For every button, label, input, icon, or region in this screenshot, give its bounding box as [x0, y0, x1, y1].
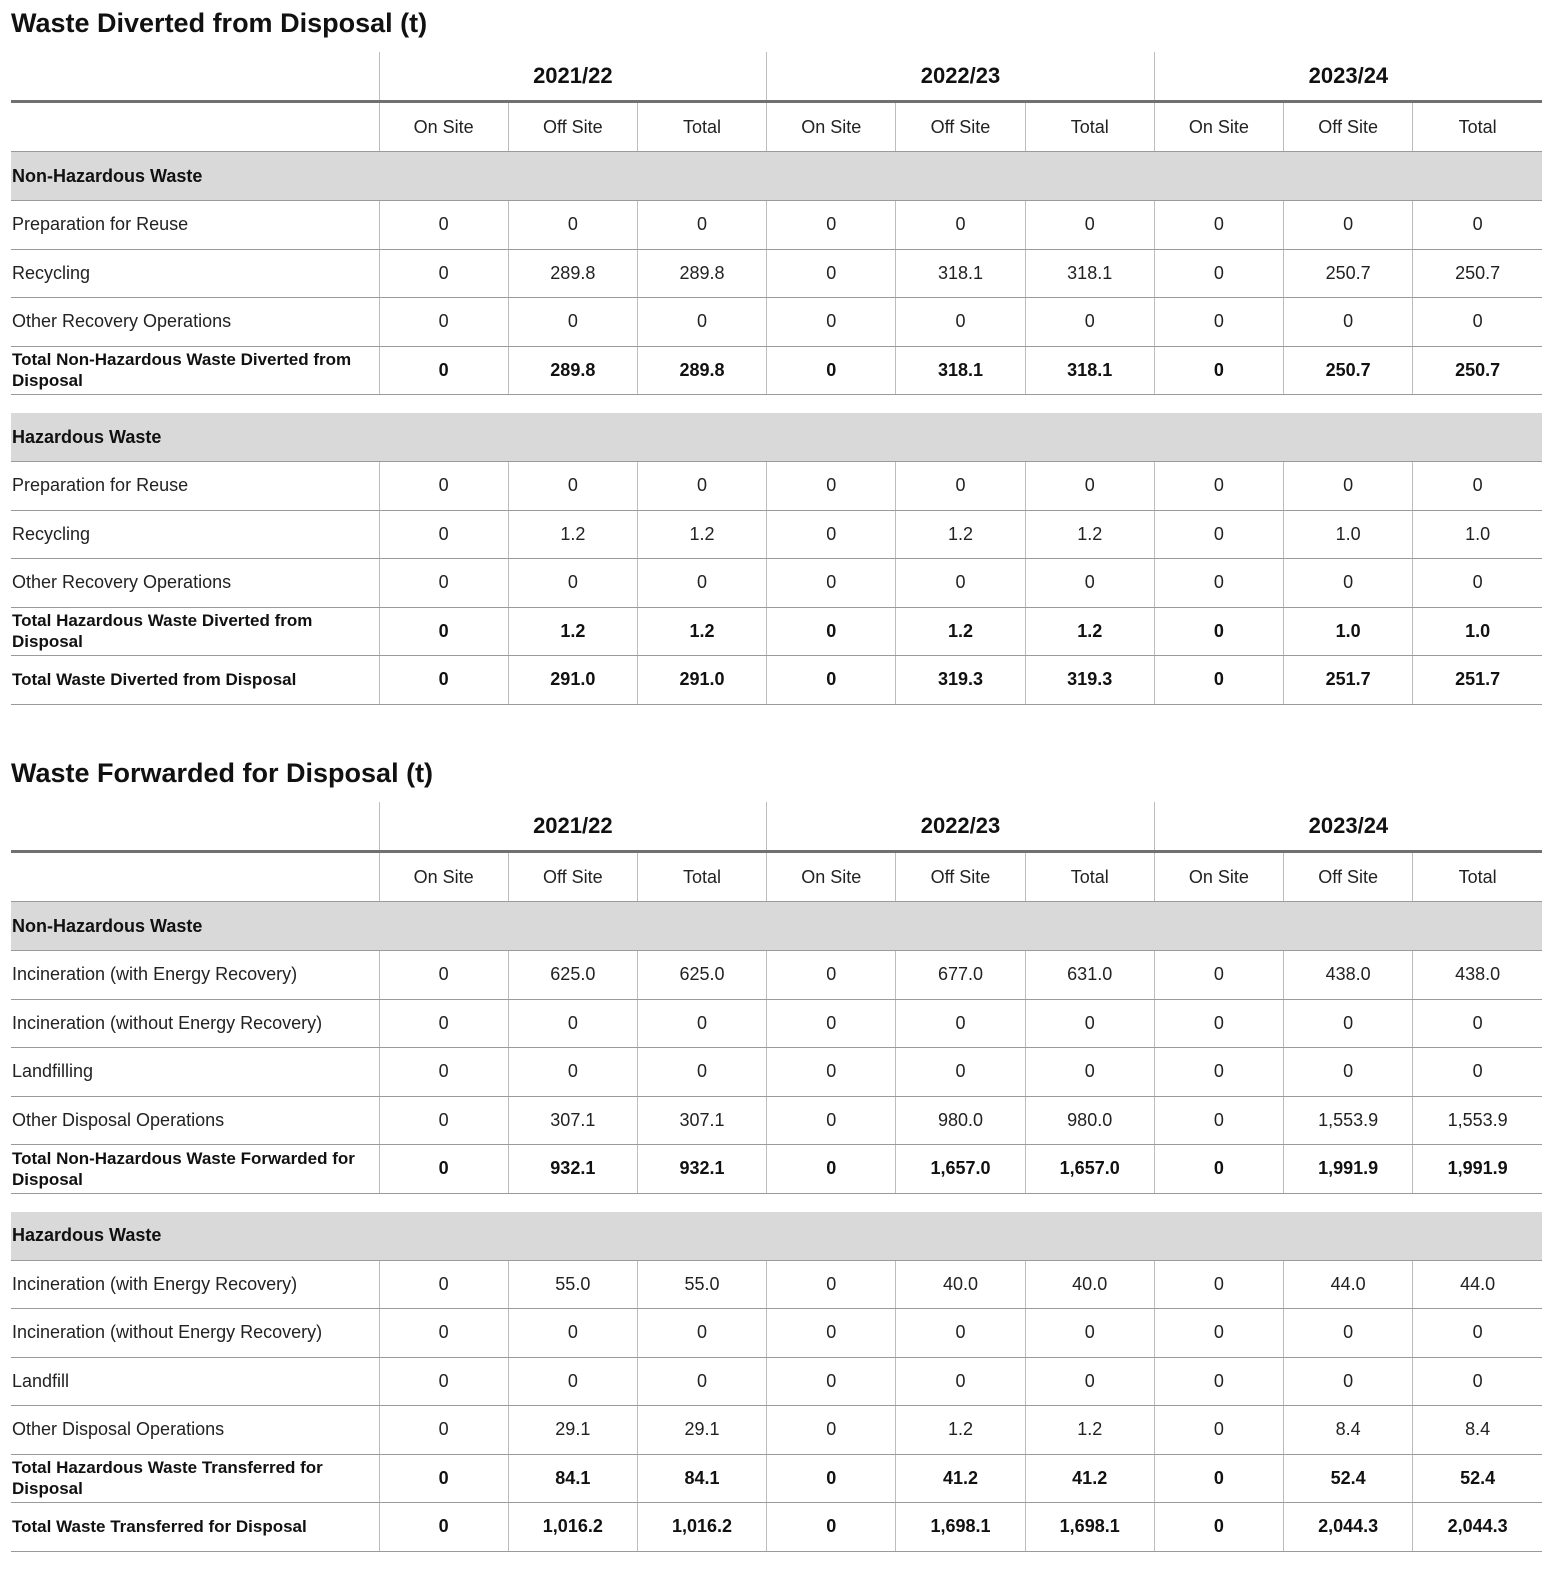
value-cell: 980.0 [896, 1096, 1025, 1145]
value-cell: 52.4 [1284, 1454, 1413, 1503]
value-cell: 0 [508, 999, 637, 1048]
table-row [11, 298, 1542, 347]
value-cell: 318.1 [1025, 249, 1154, 298]
value-cell: 0 [1154, 1260, 1283, 1309]
value-cell: 0 [1284, 298, 1413, 347]
value-cell: 0 [379, 1357, 508, 1406]
value-cell: 0 [1413, 1357, 1542, 1406]
value-cell: 1,991.9 [1413, 1145, 1542, 1194]
value-cell: 0 [379, 559, 508, 608]
value-cell: 0 [1154, 607, 1283, 656]
value-cell: 0 [896, 999, 1025, 1048]
value-cell: 0 [1025, 1357, 1154, 1406]
value-cell: 318.1 [896, 249, 1025, 298]
value-cell: 0 [379, 1406, 508, 1455]
subheader-off-site: Off Site [1284, 852, 1413, 902]
row-label: Total Non-Hazardous Waste Diverted from Disposal [11, 346, 379, 395]
row-label: Preparation for Reuse [11, 201, 379, 250]
value-cell: 0 [1284, 1048, 1413, 1097]
value-cell: 0 [1154, 656, 1283, 705]
value-cell: 0 [637, 462, 766, 511]
forwarded-hazardous-group [11, 1212, 1542, 1552]
value-cell: 55.0 [637, 1260, 766, 1309]
value-cell: 1,657.0 [896, 1145, 1025, 1194]
value-cell: 0 [1154, 346, 1283, 395]
row-label: Landfill [11, 1357, 379, 1406]
row-label: Total Non-Hazardous Waste Forwarded for Disposal [11, 1145, 379, 1194]
waste-diverted-title: Waste Diverted from Disposal (t) [11, 8, 428, 38]
value-cell: 0 [508, 559, 637, 608]
value-cell: 0 [508, 298, 637, 347]
total-row [11, 1145, 1542, 1194]
total-row [11, 346, 1542, 395]
value-cell: 0 [637, 298, 766, 347]
value-cell: 0 [379, 1454, 508, 1503]
forwarded-non-hazardous-group [11, 902, 1542, 1194]
value-cell: 289.8 [637, 249, 766, 298]
value-cell: 980.0 [1025, 1096, 1154, 1145]
table-row [11, 1357, 1542, 1406]
table-row [11, 1309, 1542, 1358]
table-row [11, 1096, 1542, 1145]
value-cell: 1.2 [508, 510, 637, 559]
total-row [11, 607, 1542, 656]
value-cell: 0 [896, 298, 1025, 347]
value-cell: 0 [1154, 1454, 1283, 1503]
value-cell: 0 [637, 201, 766, 250]
row-label: Recycling [11, 249, 379, 298]
value-cell: 0 [508, 201, 637, 250]
table-row [11, 201, 1542, 250]
subheader-on-site: On Site [767, 852, 896, 902]
category-heading: Non-Hazardous Waste [11, 152, 1542, 201]
row-label: Other Recovery Operations [11, 298, 379, 347]
value-cell: 0 [767, 999, 896, 1048]
value-cell: 0 [508, 462, 637, 511]
value-cell: 0 [1154, 298, 1283, 347]
value-cell: 0 [508, 1309, 637, 1358]
value-cell: 44.0 [1284, 1260, 1413, 1309]
value-cell: 0 [1413, 999, 1542, 1048]
value-cell: 291.0 [637, 656, 766, 705]
value-cell: 250.7 [1413, 249, 1542, 298]
value-cell: 0 [767, 1048, 896, 1097]
value-cell: 0 [379, 249, 508, 298]
value-cell: 0 [1284, 462, 1413, 511]
value-cell: 0 [1025, 1309, 1154, 1358]
value-cell: 29.1 [637, 1406, 766, 1455]
row-label: Incineration (with Energy Recovery) [11, 1260, 379, 1309]
value-cell: 625.0 [637, 951, 766, 1000]
row-label: Landfilling [11, 1048, 379, 1097]
subheader-off-site: Off Site [896, 852, 1025, 902]
value-cell: 291.0 [508, 656, 637, 705]
value-cell: 0 [1413, 462, 1542, 511]
spacer [11, 1193, 1542, 1212]
value-cell: 0 [379, 510, 508, 559]
value-cell: 0 [767, 249, 896, 298]
table-row [11, 999, 1542, 1048]
total-row [11, 1503, 1542, 1552]
value-cell: 0 [896, 201, 1025, 250]
value-cell: 677.0 [896, 951, 1025, 1000]
value-cell: 0 [1284, 1357, 1413, 1406]
value-cell: 0 [767, 462, 896, 511]
spacer [11, 395, 1542, 414]
subheader-blank [11, 852, 379, 902]
value-cell: 1.0 [1413, 607, 1542, 656]
value-cell: 0 [1025, 462, 1154, 511]
row-label: Incineration (with Energy Recovery) [11, 951, 379, 1000]
value-cell: 438.0 [1284, 951, 1413, 1000]
value-cell: 0 [767, 346, 896, 395]
value-cell: 0 [767, 1260, 896, 1309]
row-label: Preparation for Reuse [11, 462, 379, 511]
row-label: Other Disposal Operations [11, 1406, 379, 1455]
value-cell: 0 [767, 1145, 896, 1194]
value-cell: 0 [1413, 1048, 1542, 1097]
value-cell: 0 [1154, 1357, 1283, 1406]
value-cell: 289.8 [508, 346, 637, 395]
value-cell: 0 [767, 1309, 896, 1358]
value-cell: 1.2 [1025, 510, 1154, 559]
waste-forwarded-table [11, 802, 1542, 1552]
diverted-hazardous-group [11, 413, 1542, 704]
value-cell: 1.0 [1413, 510, 1542, 559]
category-heading: Hazardous Waste [11, 413, 1542, 462]
subheader-total: Total [1025, 852, 1154, 902]
table-row [11, 1260, 1542, 1309]
value-cell: 251.7 [1284, 656, 1413, 705]
value-cell: 0 [1154, 1145, 1283, 1194]
value-cell: 1,016.2 [637, 1503, 766, 1552]
value-cell: 250.7 [1284, 346, 1413, 395]
value-cell: 0 [379, 1309, 508, 1358]
subheader-total: Total [1025, 102, 1154, 152]
value-cell: 0 [1154, 1503, 1283, 1552]
value-cell: 29.1 [508, 1406, 637, 1455]
value-cell: 1,698.1 [896, 1503, 1025, 1552]
value-cell: 0 [767, 607, 896, 656]
value-cell: 0 [637, 1357, 766, 1406]
value-cell: 0 [379, 346, 508, 395]
value-cell: 932.1 [637, 1145, 766, 1194]
row-label: Other Recovery Operations [11, 559, 379, 608]
category-heading: Non-Hazardous Waste [11, 902, 1542, 951]
value-cell: 0 [379, 462, 508, 511]
value-cell: 0 [1154, 1048, 1283, 1097]
value-cell: 0 [1154, 201, 1283, 250]
value-cell: 0 [379, 201, 508, 250]
value-cell: 318.1 [1025, 346, 1154, 395]
table-row [11, 510, 1542, 559]
spacer-group [11, 395, 1542, 414]
value-cell: 1,991.9 [1284, 1145, 1413, 1194]
value-cell: 0 [1154, 1406, 1283, 1455]
row-label: Total Waste Diverted from Disposal [11, 656, 379, 705]
diverted-non-hazardous-group [11, 152, 1542, 395]
value-cell: 0 [1413, 559, 1542, 608]
value-cell: 41.2 [1025, 1454, 1154, 1503]
value-cell: 1,016.2 [508, 1503, 637, 1552]
value-cell: 0 [1025, 999, 1154, 1048]
value-cell: 1.2 [896, 607, 1025, 656]
value-cell: 932.1 [508, 1145, 637, 1194]
value-cell: 1,657.0 [1025, 1145, 1154, 1194]
value-cell: 0 [767, 1503, 896, 1552]
table-row [11, 462, 1542, 511]
waste-diverted-table [11, 52, 1542, 705]
value-cell: 8.4 [1413, 1406, 1542, 1455]
value-cell: 0 [1154, 249, 1283, 298]
value-cell: 40.0 [896, 1260, 1025, 1309]
value-cell: 0 [508, 1357, 637, 1406]
value-cell: 0 [379, 1145, 508, 1194]
value-cell: 0 [1413, 201, 1542, 250]
table-row [11, 1406, 1542, 1455]
value-cell: 0 [1284, 999, 1413, 1048]
value-cell: 1.2 [1025, 1406, 1154, 1455]
value-cell: 0 [1025, 559, 1154, 608]
value-cell: 0 [896, 559, 1025, 608]
value-cell: 0 [379, 1260, 508, 1309]
row-label: Other Disposal Operations [11, 1096, 379, 1145]
spacer-group [11, 1193, 1542, 1212]
value-cell: 0 [1154, 1309, 1283, 1358]
value-cell: 0 [379, 656, 508, 705]
value-cell: 251.7 [1413, 656, 1542, 705]
value-cell: 1.2 [637, 510, 766, 559]
value-cell: 0 [896, 1048, 1025, 1097]
subheader-on-site: On Site [1154, 102, 1283, 152]
value-cell: 1.2 [896, 510, 1025, 559]
value-cell: 0 [767, 201, 896, 250]
value-cell: 0 [1284, 559, 1413, 608]
value-cell: 250.7 [1413, 346, 1542, 395]
value-cell: 40.0 [1025, 1260, 1154, 1309]
value-cell: 1.0 [1284, 607, 1413, 656]
year-header: 2021/22 [379, 52, 767, 102]
value-cell: 1,553.9 [1413, 1096, 1542, 1145]
value-cell: 1.2 [508, 607, 637, 656]
value-cell: 52.4 [1413, 1454, 1542, 1503]
row-label: Total Waste Transferred for Disposal [11, 1503, 379, 1552]
row-label: Total Hazardous Waste Transferred for Disposal [11, 1454, 379, 1503]
value-cell: 0 [1284, 1309, 1413, 1358]
value-cell: 0 [896, 462, 1025, 511]
year-header: 2023/24 [1154, 802, 1542, 852]
value-cell: 0 [1025, 298, 1154, 347]
year-header-blank [11, 52, 379, 102]
value-cell: 0 [1284, 201, 1413, 250]
value-cell: 0 [767, 1406, 896, 1455]
value-cell: 44.0 [1413, 1260, 1542, 1309]
row-label: Incineration (without Energy Recovery) [11, 999, 379, 1048]
value-cell: 0 [1025, 201, 1154, 250]
subheader-on-site: On Site [1154, 852, 1283, 902]
value-cell: 307.1 [637, 1096, 766, 1145]
value-cell: 631.0 [1025, 951, 1154, 1000]
value-cell: 319.3 [896, 656, 1025, 705]
value-cell: 0 [767, 1454, 896, 1503]
table-row [11, 559, 1542, 608]
value-cell: 0 [896, 1309, 1025, 1358]
value-cell: 0 [1413, 1309, 1542, 1358]
value-cell: 0 [1154, 462, 1283, 511]
subheader-off-site: Off Site [508, 102, 637, 152]
value-cell: 0 [379, 951, 508, 1000]
value-cell: 250.7 [1284, 249, 1413, 298]
value-cell: 1.2 [896, 1406, 1025, 1455]
value-cell: 0 [767, 298, 896, 347]
row-label: Recycling [11, 510, 379, 559]
value-cell: 289.8 [637, 346, 766, 395]
value-cell: 84.1 [508, 1454, 637, 1503]
value-cell: 84.1 [637, 1454, 766, 1503]
value-cell: 625.0 [508, 951, 637, 1000]
total-row [11, 1454, 1542, 1503]
value-cell: 0 [379, 1503, 508, 1552]
value-cell: 318.1 [896, 346, 1025, 395]
value-cell: 8.4 [1284, 1406, 1413, 1455]
value-cell: 319.3 [1025, 656, 1154, 705]
subheader-on-site: On Site [379, 852, 508, 902]
value-cell: 0 [379, 1096, 508, 1145]
value-cell: 1.2 [637, 607, 766, 656]
subheader-total: Total [637, 102, 766, 152]
total-row [11, 656, 1542, 705]
value-cell: 0 [637, 559, 766, 608]
table-row [11, 1048, 1542, 1097]
subheader-off-site: Off Site [896, 102, 1025, 152]
table-row [11, 951, 1542, 1000]
value-cell: 0 [379, 607, 508, 656]
value-cell: 0 [896, 1357, 1025, 1406]
value-cell: 2,044.3 [1413, 1503, 1542, 1552]
value-cell: 0 [767, 559, 896, 608]
value-cell: 0 [637, 999, 766, 1048]
value-cell: 55.0 [508, 1260, 637, 1309]
year-header: 2021/22 [379, 802, 767, 852]
value-cell: 0 [637, 1048, 766, 1097]
value-cell: 0 [1154, 951, 1283, 1000]
value-cell: 0 [1154, 1096, 1283, 1145]
table-row [11, 249, 1542, 298]
value-cell: 0 [379, 1048, 508, 1097]
subheader-off-site: Off Site [508, 852, 637, 902]
value-cell: 0 [1413, 298, 1542, 347]
value-cell: 0 [1154, 510, 1283, 559]
category-heading: Hazardous Waste [11, 1212, 1542, 1261]
value-cell: 289.8 [508, 249, 637, 298]
value-cell: 2,044.3 [1284, 1503, 1413, 1552]
subheader-on-site: On Site [767, 102, 896, 152]
subheader-blank [11, 102, 379, 152]
value-cell: 1,698.1 [1025, 1503, 1154, 1552]
value-cell: 0 [767, 1096, 896, 1145]
value-cell: 41.2 [896, 1454, 1025, 1503]
year-header: 2022/23 [767, 802, 1155, 852]
value-cell: 0 [637, 1309, 766, 1358]
value-cell: 0 [767, 951, 896, 1000]
row-label: Incineration (without Energy Recovery) [11, 1309, 379, 1358]
value-cell: 0 [379, 298, 508, 347]
subheader-total: Total [1413, 102, 1542, 152]
row-label: Total Hazardous Waste Diverted from Disposal [11, 607, 379, 656]
waste-forwarded-title: Waste Forwarded for Disposal (t) [11, 758, 434, 788]
value-cell: 1,553.9 [1284, 1096, 1413, 1145]
value-cell: 0 [767, 510, 896, 559]
value-cell: 0 [767, 656, 896, 705]
value-cell: 0 [508, 1048, 637, 1097]
value-cell: 0 [1025, 1048, 1154, 1097]
value-cell: 0 [767, 1357, 896, 1406]
subheader-total: Total [637, 852, 766, 902]
value-cell: 0 [1154, 559, 1283, 608]
value-cell: 438.0 [1413, 951, 1542, 1000]
value-cell: 0 [379, 999, 508, 1048]
value-cell: 1.0 [1284, 510, 1413, 559]
value-cell: 1.2 [1025, 607, 1154, 656]
value-cell: 307.1 [508, 1096, 637, 1145]
year-header: 2022/23 [767, 52, 1155, 102]
subheader-on-site: On Site [379, 102, 508, 152]
year-header-blank [11, 802, 379, 852]
year-header: 2023/24 [1154, 52, 1542, 102]
subheader-total: Total [1413, 852, 1542, 902]
subheader-off-site: Off Site [1284, 102, 1413, 152]
value-cell: 0 [1154, 999, 1283, 1048]
